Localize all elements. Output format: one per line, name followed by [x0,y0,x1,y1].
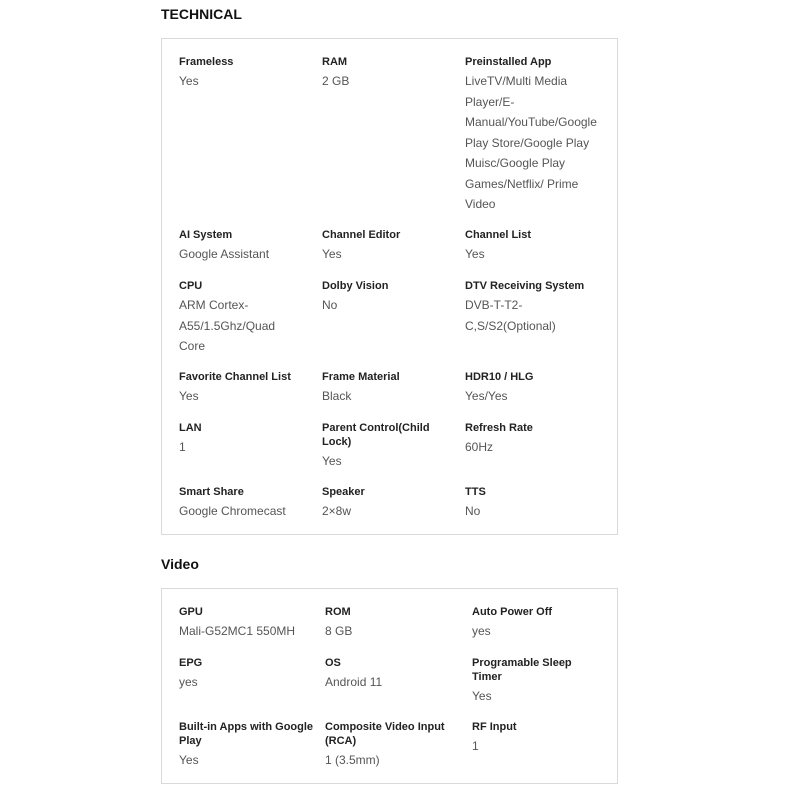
spec-label: GPU [179,606,203,618]
spec-label: Channel Editor [322,229,401,241]
spec-label: Preinstalled App [465,56,552,68]
spec-frame-material [322,370,447,407]
section-title-video: Video [161,556,199,572]
spec-value: 2×8w [322,504,352,518]
spec-label: Smart Share [179,486,244,498]
spec-programable-sleep-timer [472,656,592,707]
spec-value: LiveTV/Multi Media Player/E-Manual/YouTube/Google Play Store/Google Play Muisc/Google Play Games/Netflix/ Prime Video [465,74,597,211]
spec-channel-editor [322,228,447,265]
video-spec-panel [161,588,618,784]
spec-value: Yes [322,454,342,468]
spec-epg [179,656,314,693]
spec-ram [322,55,447,92]
spec-label: Built-in Apps with Google Play [179,721,314,747]
spec-lan [179,421,304,458]
spec-label: Channel List [465,229,532,241]
spec-label: CPU [179,280,203,292]
spec-label: HDR10 / HLG [465,371,534,383]
spec-label: Favorite Channel List [179,371,291,383]
spec-composite-video-input [325,720,460,771]
spec-dolby-vision [322,279,447,316]
spec-value: Google Assistant [179,247,270,261]
spec-value: Yes [465,247,485,261]
spec-preinstalled-app [465,55,605,215]
spec-value: Yes [179,753,199,767]
spec-frameless [179,55,304,92]
spec-value: No [465,504,481,518]
spec-value: Black [322,389,352,403]
spec-smart-share [179,485,304,522]
spec-value: yes [179,675,198,689]
spec-value: 60Hz [465,440,494,454]
spec-value: Android 11 [325,675,383,689]
spec-gpu [179,605,314,642]
spec-label: Dolby Vision [322,280,389,292]
spec-value: 8 GB [325,624,353,638]
spec-label: Auto Power Off [472,606,553,618]
spec-value: 1 (3.5mm) [325,753,380,767]
spec-tts [465,485,605,522]
spec-value: DVB-T-T2-C,S/S2(Optional) [465,298,556,333]
spec-label: Refresh Rate [465,422,533,434]
spec-value: Google Chromecast [179,504,286,518]
spec-label: RF Input [472,721,517,733]
spec-rom [325,605,460,642]
spec-label: Parent Control(Child Lock) [322,422,430,448]
spec-value: 1 [179,440,186,454]
spec-cpu [179,279,304,357]
spec-channel-list [465,228,605,265]
spec-value: Yes [179,389,199,403]
spec-favorite-channel-list [179,370,304,407]
spec-hdr10-hlg [465,370,605,407]
spec-label: AI System [179,229,233,241]
spec-label: Frame Material [322,371,400,383]
spec-ai-system [179,228,304,265]
spec-label: Programable Sleep Timer [472,657,572,683]
spec-value: yes [472,624,491,638]
spec-dtv-receiving-system [465,279,605,336]
spec-value: 2 GB [322,74,350,88]
spec-value: Yes/Yes [465,389,508,403]
spec-value: Mali-G52MC1 550MH [179,624,296,638]
spec-value: Yes [322,247,342,261]
section-title-technical: TECHNICAL [161,6,242,22]
spec-parent-control [322,421,447,472]
spec-label: OS [325,657,341,669]
spec-label: DTV Receiving System [465,280,585,292]
spec-label: Speaker [322,486,365,498]
spec-auto-power-off [472,605,592,642]
spec-label: RAM [322,56,348,68]
spec-os [325,656,460,693]
spec-value: ARM Cortex-A55/1.5Ghz/Quad Core [179,298,276,353]
spec-label: Frameless [179,56,234,68]
spec-label: TTS [465,486,486,498]
spec-label: Composite Video Input (RCA) [325,721,445,747]
spec-refresh-rate [465,421,605,458]
spec-rf-input [472,720,592,757]
spec-value: Yes [179,74,199,88]
spec-value: 1 [472,739,479,753]
technical-spec-panel [161,38,618,535]
spec-value: Yes [472,689,492,703]
spec-label: EPG [179,657,203,669]
spec-speaker [322,485,447,522]
spec-value: No [322,298,338,312]
spec-label: ROM [325,606,351,618]
spec-label: LAN [179,422,202,434]
spec-built-in-apps [179,720,314,771]
